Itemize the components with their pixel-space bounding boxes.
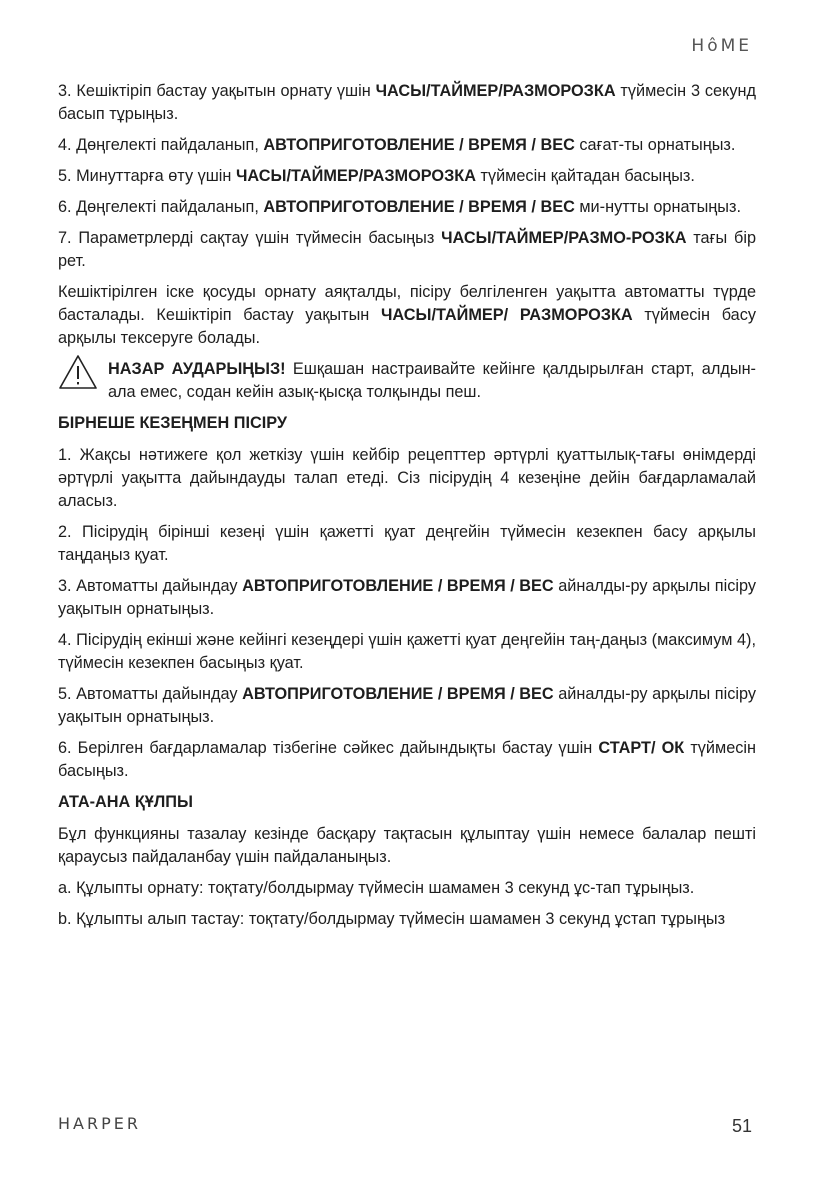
step-5-minutes (58, 165, 756, 188)
text: түймесін басу арқылы тексеруге болады. (58, 306, 756, 347)
multistage-1: 1. Жақсы нәтижеге қол жеткізу үшін кейбір рецепттер әртүрлі қуаттылық-тағы өнімдерді әртүрлі уақытта дайындауды талап етеді. Сіз пісірудің 4 кезеңіне дейін бағдарламалай аласыз. (58, 446, 756, 510)
text: түймесін қайтадан басыңыз. (475, 167, 695, 185)
text: 5. Автоматты дайындау (58, 685, 243, 703)
text: 3. Автоматты дайындау (58, 577, 243, 595)
delay-summary (58, 281, 756, 350)
section-heading-child-lock: АТА-АНА ҚҰЛПЫ (58, 793, 193, 811)
multistage-6 (58, 737, 756, 783)
multistage-3 (58, 575, 756, 621)
child-lock-intro: Бұл функцияны тазалау кезінде басқару тақтасын құлыптау үшін немесе балалар пешті қараусыз пайдаланбау үшін пайдаланыңыз. (58, 825, 756, 866)
step-7-save (58, 227, 756, 273)
text: ми-нутты орнатыңыз. (574, 198, 741, 216)
button-name: АВТОПРИГОТОВЛЕНИЕ / ВРЕМЯ / ВЕС (263, 198, 575, 216)
text: 6. Дөңгелекті пайдаланып, (58, 198, 264, 216)
text: айналды-ру арқылы пісіру уақытын орнатыңыз. (58, 577, 756, 618)
text: айналды-ру арқылы пісіру уақытын орнатыңыз. (58, 685, 756, 726)
warning-note (58, 358, 756, 404)
text: 6. Берілген бағдарламалар тізбегіне сәйкес дайындықты бастау үшін (58, 739, 599, 757)
text: тағы бір рет. (58, 229, 757, 270)
text: сағат-ты орнатыңыз. (574, 136, 736, 154)
step-3-delay (58, 80, 756, 126)
child-lock-set: a. Құлыпты орнату: тоқтату/болдырмау түймесін шамамен 3 секунд ұс-тап тұрыңыз. (58, 879, 695, 897)
text: Кешіктірілген іске қосуды орнату аяқталды, пісіру белгіленген уақытта автоматты түрде басталады. Кешіктіріп бастау уақытын (58, 283, 756, 324)
warning-text: Ешқашан настраивайте кейінге қалдырылған старт, алдын-ала емес, содан кейін азық-қысқа толқынды пеш. (108, 360, 756, 401)
section-heading-multistage: БІРНЕШЕ КЕЗЕҢМЕН ПІСІРУ (58, 414, 288, 432)
button-name: ЧАСЫ/ТАЙМЕР/РАЗМО-РОЗКА (441, 229, 687, 247)
warning-triangle-icon (58, 354, 98, 390)
home-logo: HôME (691, 36, 752, 56)
page-number: 51 (731, 1116, 752, 1136)
button-name: АВТОПРИГОТОВЛЕНИЕ / ВРЕМЯ / ВЕС (263, 136, 575, 154)
text: 4. Дөңгелекті пайдаланып, (58, 136, 264, 154)
multistage-5 (58, 683, 756, 729)
step-6-set-minutes (58, 196, 756, 219)
harper-logo: HARPER (58, 1114, 141, 1133)
button-name: АВТОПРИГОТОВЛЕНИЕ / ВРЕМЯ / ВЕС (242, 577, 554, 595)
warning-title: НАЗАР АУДАРЫҢЫЗ! (108, 360, 286, 378)
text: 5. Минуттарға өту үшін (58, 167, 236, 185)
text: 7. Параметрлерді сақтау үшін түймесін басыңыз (58, 229, 442, 247)
text: 3. Кешіктіріп бастау уақытын орнату үшін (58, 82, 376, 100)
multistage-2: 2. Пісірудің бірінші кезеңі үшін қажетті қуат деңгейін түймесін кезекпен басу арқылы таңдаңыз қуат. (58, 523, 756, 564)
text: түймесін 3 секунд басып тұрыңыз. (58, 82, 756, 123)
step-4-hours (58, 134, 756, 157)
button-name: ЧАСЫ/ТАЙМЕР/РАЗМОРОЗКА (375, 82, 616, 100)
multistage-4: 4. Пісірудің екінші және кейінгі кезеңдері үшін қажетті қуат деңгейін таң-даңыз (максимум 4), түймесін кезекпен басыңыз қуат. (58, 631, 756, 672)
child-lock-remove: b. Құлыпты алып тастау: тоқтату/болдырмау түймесін шамамен 3 секунд ұстап тұрыңыз (58, 910, 726, 928)
button-name: ЧАСЫ/ТАЙМЕР/РАЗМОРОЗКА (235, 167, 476, 185)
button-name: АВТОПРИГОТОВЛЕНИЕ / ВРЕМЯ / ВЕС (242, 685, 554, 703)
button-name: ЧАСЫ/ТАЙМЕР/ РАЗМОРОЗКА (380, 306, 633, 324)
button-name: СТАРТ/ ОК (598, 739, 685, 757)
text: түймесін басыңыз. (58, 739, 757, 780)
page-content (58, 80, 756, 939)
